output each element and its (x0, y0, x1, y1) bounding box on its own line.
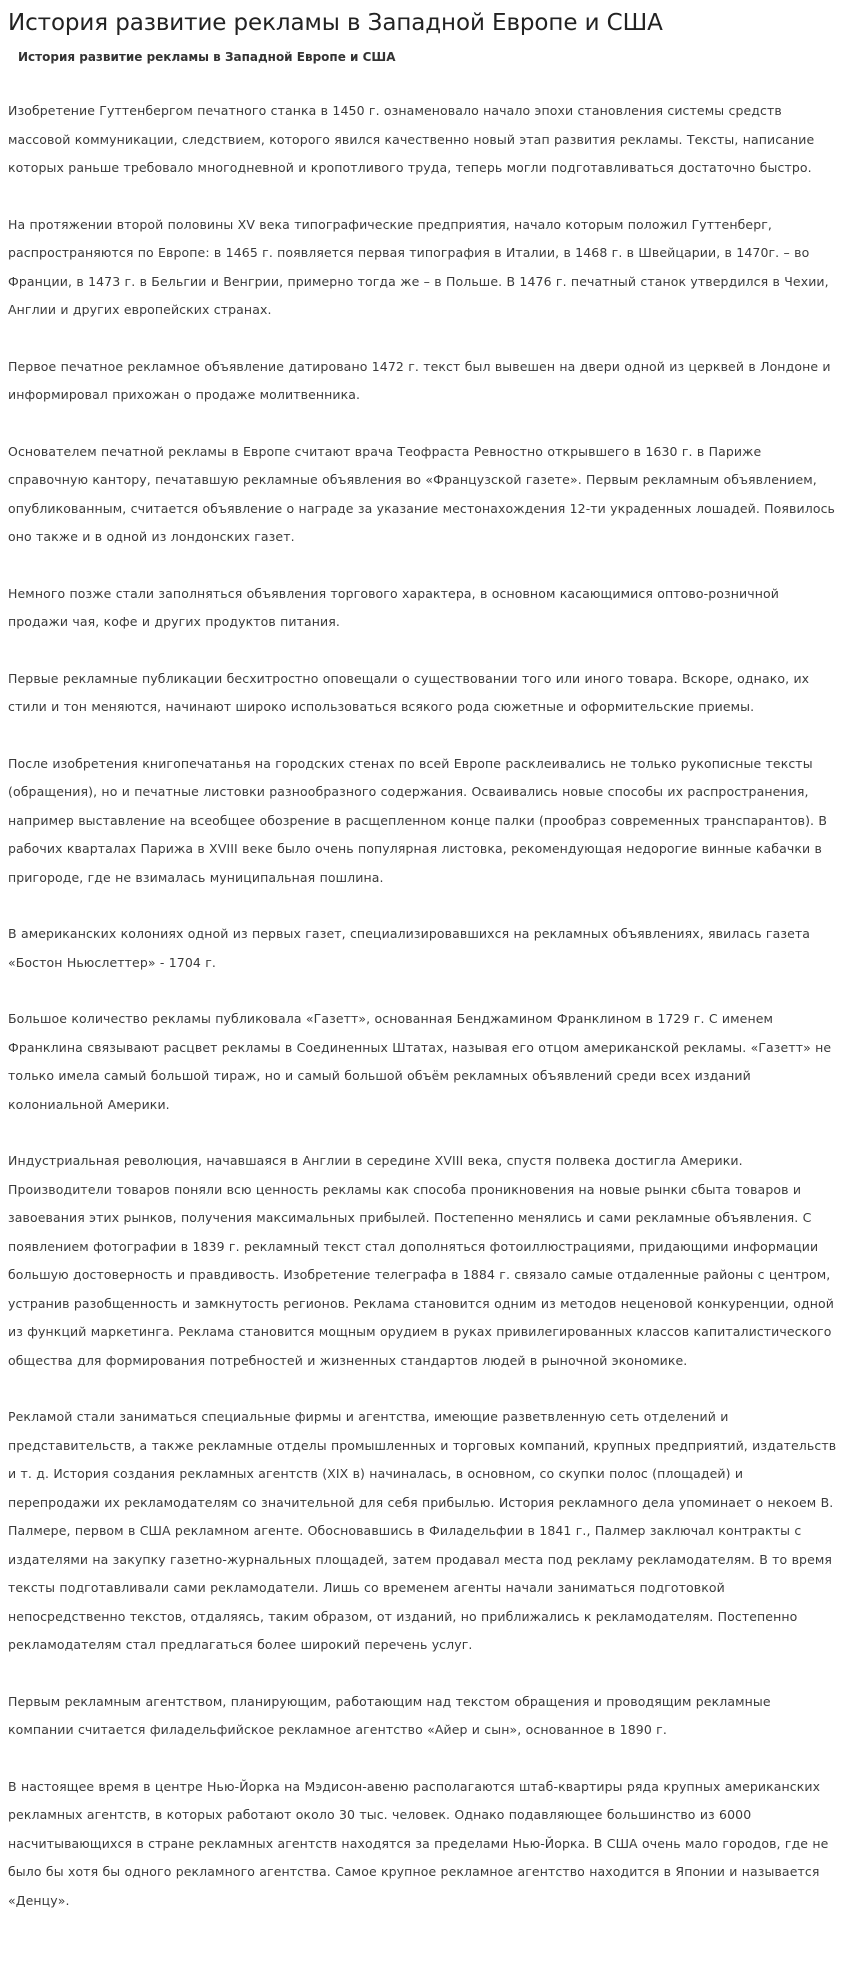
paragraph: Немного позже стали заполняться объявления торгового характера, в основном касающимися оптово-розничной продажи чая, кофе и других продуктов питания. (8, 585, 779, 629)
paragraph: Большое количество рекламы публиковала «Газетт», основанная Бенджамином Франклином в 1729 г. С именем Франклина связывают расцвет рекламы в Соединенных Штатах, называя его отцом американской рекламы. «Газетт» не только имела самый большой тираж, но и самый большой объём рекламных объявлений среди всех изданий колониальной Америки. (8, 1011, 832, 1112)
paragraph: На протяжении второй половины XV века типографические предприятия, начало которым положил Гуттенберг, распространяются по Европе: в 1465 г. появляется первая типография в Италии, в 1468 г. в Швейцарии, в 1470г. – во Франции, в 1473 г. в Бельгии и Венгрии, примерно тогда же – в Польше. В 1476 г. печатный станок утвердился в Чехии, Англии и других европейских странах. (8, 216, 829, 317)
paragraph: После изобретения книгопечатанья на городских стенах по всей Европе расклеивались не только рукописные тексты (обращения), но и печатные листовки разнообразного содержания. Осваивались новые способы их распространения, например выставление на всеобщее обозрение в расщепленном конце палки (прообраз современных транспарантов). В рабочих кварталах Парижа в XVIII веке было очень популярная листовка, рекомендующая недорогие винные кабачки в пригороде, где не взималась муниципальная пошлина. (8, 755, 828, 885)
paragraph: Первое печатное рекламное объявление датировано 1472 г. текст был вывешен на двери одной из церквей в Лондоне и информировал прихожан о продаже молитвенника. (8, 358, 831, 402)
paragraph: Индустриальная революция, начавшаяся в Англии в середине XVIII века, спустя полвека достигла Америки. Производители товаров поняли всю ценность рекламы как способа проникновения на новые рынки сбыта товаров и завоевания этих рынков, получения максимальных прибылей. Постепенно менялись и сами рекламные объявления. С появлением фотографии в 1839 г. рекламный текст стал дополняться фотоиллюстрациями, придающими информации большую достоверность и правдивость. Изобретение телеграфа в 1884 г. связало самые отдаленные районы с центром, устранив разобщенность и замкнутость регионов. Реклама становится одним из методов неценовой конкуренции, одной из функций маркетинга. Реклама становится мощным орудием в руках привилегированных классов капиталистического общества для формирования потребностей и жизненных стандартов людей в рыночной экономике. (8, 1153, 835, 1368)
paragraph: Первые рекламные публикации бесхитростно оповещали о существовании того или иного товара. Вскоре, однако, их стили и тон меняются, начинают широко использоваться всякого рода сюжетные и оформительские приемы. (8, 670, 810, 714)
paragraph: В настоящее время в центре Нью-Йорка на Мэдисон-авеню располагаются штаб-квартиры ряда крупных американских рекламных агентств, в которых работают около 30 тыс. человек. Однако подавляющее большинство из 6000 насчитывающихся в стране рекламных агентств находятся за пределами Нью-Йорка. В США очень мало городов, где не было бы хотя бы одного рекламного агентства. Самое крупное рекламное агентство находится в Японии и называется «Денцу». (8, 1778, 829, 1908)
paragraph: В американских колониях одной из первых газет, специализировавшихся на рекламных объявлениях, явилась газета «Бостон Ньюслеттер» - 1704 г. (8, 926, 811, 970)
page-title: История развитие рекламы в Западной Европе и США (8, 10, 663, 36)
paragraph: Основателем печатной рекламы в Европе считают врача Теофраста Ревностно открывшего в 1630 г. в Париже справочную кантору, печатавшую рекламные объявления во «Французской газете». Первым рекламным объявлением, опубликованным, считается объявление о награде за указание местонахождения 12-ти украденных лошадей. Появилось оно также и в одной из лондонских газет. (8, 443, 836, 544)
paragraph: Первым рекламным агентством, планирующим, работающим над текстом обращения и проводящим рекламные компании считается филадельфийское рекламное агентство «Айер и сын», основанное в 1890 г. (8, 1693, 771, 1737)
article-body (8, 97, 837, 1915)
article-subtitle: История развитие рекламы в Западной Европе и США (18, 50, 396, 64)
paragraph: Изобретение Гуттенбергом печатного станка в 1450 г. ознаменовало начало эпохи становления системы средств массовой коммуникации, следствием, которого явился качественно новый этап развития рекламы. Тексты, написание которых раньше требовало многодневной и кропотливого труда, теперь могли подготавливаться достаточно быстро. (8, 103, 815, 175)
paragraph: Рекламой стали заниматься специальные фирмы и агентства, имеющие разветвленную сеть отделений и представительств, а также рекламные отделы промышленных и торговых компаний, крупных предприятий, издательств и т. д. История создания рекламных агентств (XIX в) начиналась, в основном, со скупки полос (площадей) и перепродажи их рекламодателям со значительной для себя прибылью. История рекламного дела упоминает о некоем В. Палмере, первом в США рекламном агенте. Обосновавшись в Филадельфии в 1841 г., Палмер заключал контракты с издателями на закупку газетно-журнальных площадей, затем продавал места под рекламу рекламодателям. В то время тексты подготавливали сами рекламодатели. Лишь со временем агенты начали заниматься подготовкой непосредственно текстов, отдаляясь, таким образом, от изданий, но приближались к рекламодателям. Постепенно рекламодателям стал предлагаться более широкий перечень услуг. (8, 1409, 837, 1652)
